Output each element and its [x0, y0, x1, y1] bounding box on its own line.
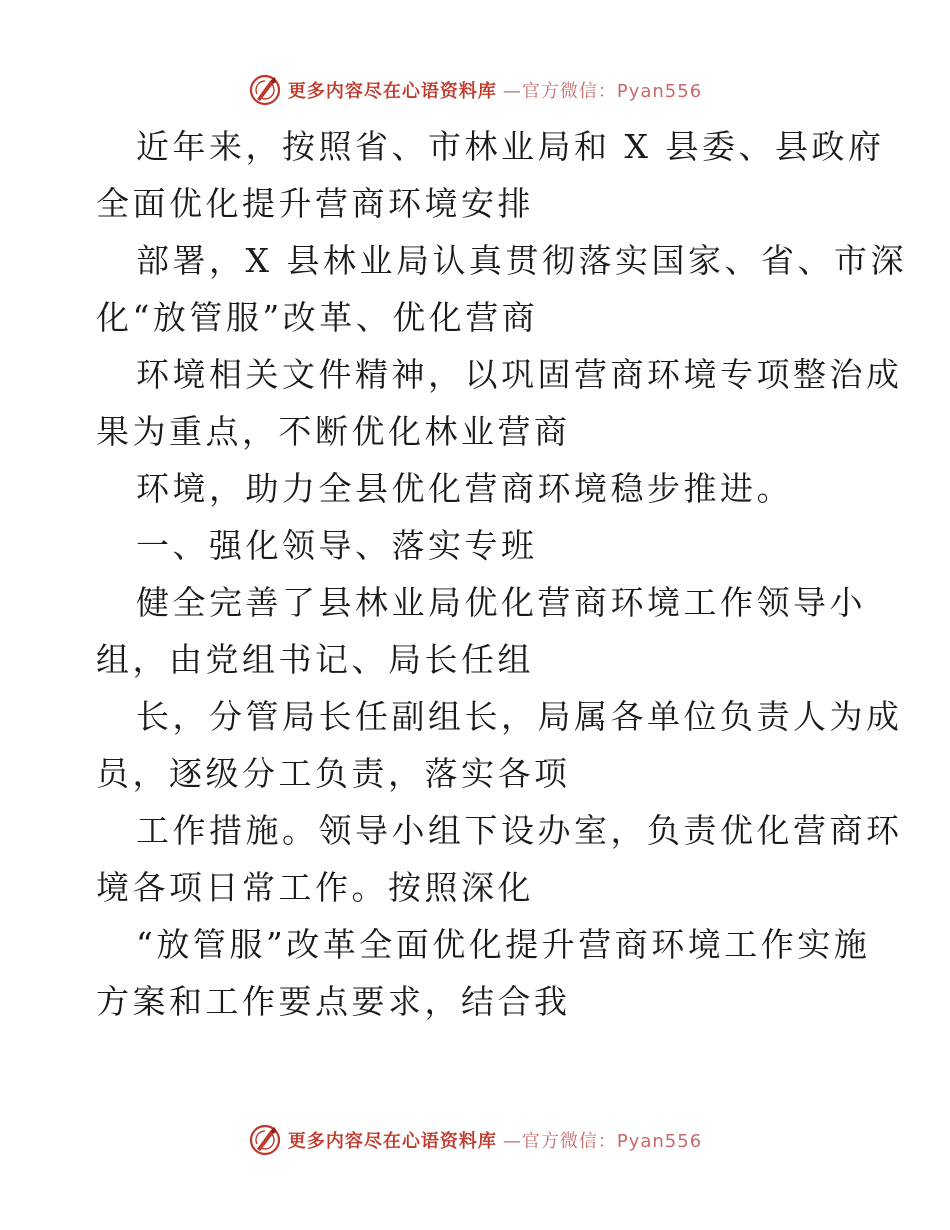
section-heading: 一、强化领导、落实专班 — [136, 526, 538, 565]
paragraph-line: 近年来，按照省、市林业局和 X 县委、县政府 — [136, 127, 885, 166]
quill-pen-logo-icon — [248, 73, 282, 107]
watermark-promo-text: 更多内容尽在心语资料库 — [287, 1131, 497, 1152]
watermark-contact-text: —官方微信：Pyan556 — [502, 81, 703, 102]
paragraph-line: 境各项日常工作。按照深化 — [96, 868, 534, 907]
paragraph-line: 环境相关文件精神，以巩固营商环境专项整治成 — [136, 355, 903, 394]
paragraph-line: 化“放管服”改革、优化营商 — [96, 298, 539, 337]
paragraph-line: 部署，X 县林业局认真贯彻落实国家、省、市深 — [136, 241, 907, 280]
watermark-contact-text: —官方微信：Pyan556 — [502, 1131, 703, 1152]
paragraph-line: 健全完善了县林业局优化营商环境工作领导小 — [136, 583, 866, 622]
watermark-promo-text: 更多内容尽在心语资料库 — [287, 81, 497, 102]
paragraph-line: 方案和工作要点要求，结合我 — [96, 982, 571, 1021]
paragraph-line: “放管服”改革全面优化提升营商环境工作实施 — [136, 925, 871, 964]
footer-watermark-banner — [0, 1120, 950, 1160]
paragraph-line: 组，由党组书记、局长任组 — [96, 640, 534, 679]
paragraph-line: 全面优化提升营商环境安排 — [96, 184, 534, 223]
paragraph-line: 环境，助力全县优化营商环境稳步推进。 — [136, 469, 793, 508]
header-watermark-banner — [0, 70, 950, 110]
document-body — [96, 118, 907, 1030]
paragraph-line: 员，逐级分工负责，落实各项 — [96, 754, 571, 793]
paragraph-line: 果为重点，不断优化林业营商 — [96, 412, 571, 451]
paragraph-line: 长，分管局长任副组长，局属各单位负责人为成 — [136, 697, 903, 736]
quill-pen-logo-icon — [248, 1123, 282, 1157]
paragraph-line: 工作措施。领导小组下设办室，负责优化营商环 — [136, 811, 903, 850]
